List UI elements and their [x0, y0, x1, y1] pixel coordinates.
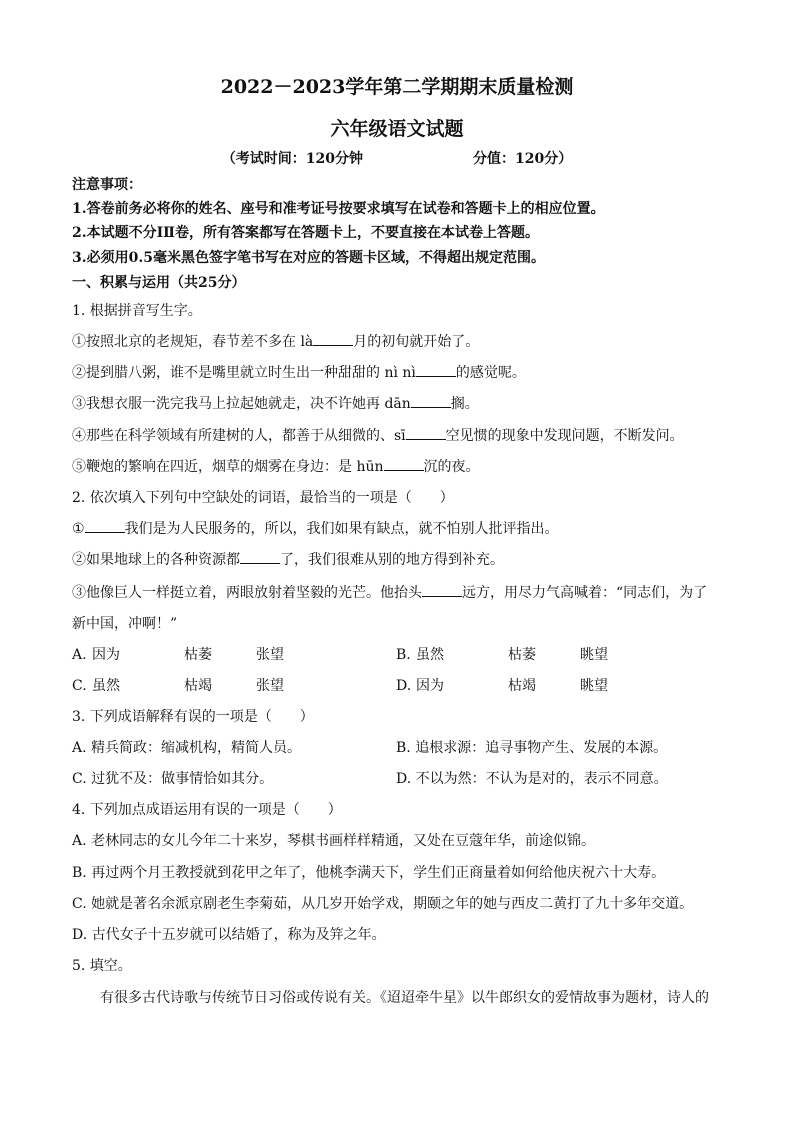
q1-item-2: ②提到腊八粥，谁不是嘴里就立时生出一种甜甜的 nì nì 的感觉呢。 — [72, 362, 526, 382]
answer-blank[interactable] — [411, 393, 451, 408]
q2-sentence-1: ① 我们是为人民服务的，所以，我们如果有缺点，就不怕别人批评指出。 — [72, 518, 559, 538]
q4-option-b[interactable]: B. 再过两个月王教授就到花甲之年了，他桃李满天下，学生们正商量着如何给他庆祝六十大寿。 — [72, 865, 666, 881]
q3-option-c[interactable]: C. 过犹不及：做事情恰如其分。 — [72, 771, 274, 787]
note-item-3: 3.必须用0.5毫米黑色签字笔书写在对应的答题卡区域，不得超出规定范围。 — [72, 250, 545, 266]
q1-item-5: ⑤鞭炮的繁响在四近，烟草的烟雾在身边：是 hūn 沉的夜。 — [72, 456, 480, 476]
answer-blank[interactable] — [313, 331, 353, 346]
q2-option-a[interactable]: A. 因为 枯萎 张望 — [72, 647, 284, 663]
q2-sentence-3-cont: 新中国，冲啊！” — [72, 616, 178, 632]
q1-item-1: ①按照北京的老规矩，春节差不多在 là 月的初旬就开始了。 — [72, 331, 479, 351]
exam-meta — [0, 148, 794, 168]
exam-score: 分值：120分） — [473, 151, 573, 167]
q5-stem: 5. 填空。 — [72, 958, 132, 974]
q2-option-c[interactable]: C. 虽然 枯竭 张望 — [72, 678, 284, 694]
q5-paragraph: 有很多古代诗歌与传统节日习俗或传说有关。《迢迢牵牛星》以牛郎织女的爱情故事为题材，诗人的 — [100, 990, 709, 1006]
q4-option-a[interactable]: A. 老林同志的女儿今年二十来岁，琴棋书画样样精通，又处在豆蔻年华，前途似锦。 — [72, 833, 596, 849]
q3-option-d[interactable]: D. 不以为然：不认为是对的，表示不同意。 — [396, 771, 668, 787]
note-item-1: 1.答卷前务必将你的姓名、座号和准考证号按要求填写在试卷和答题卡上的相应位置。 — [72, 201, 605, 217]
answer-blank[interactable] — [422, 582, 462, 597]
q2-sentence-3: ③他像巨人一样挺立着，两眼放射着坚毅的光芒。他抬头 远方，用尽力气高喊着：“同志们，为了 — [72, 582, 707, 602]
section-heading: 一、积累与运用（共25分） — [72, 275, 246, 291]
q4-stem: 4. 下列加点成语运用有误的一项是（ ） — [72, 802, 342, 818]
q4-option-c[interactable]: C. 她就是著名余派京剧老生李菊茹，从几岁开始学戏，期颐之年的她与西皮二黄打了九十多年交道。 — [72, 896, 694, 912]
q1-stem: 1. 根据拼音写生字。 — [72, 303, 202, 319]
exam-time: （考试时间：120分钟 — [221, 151, 363, 167]
q2-option-d[interactable]: D. 因为 枯竭 眺望 — [396, 678, 608, 694]
exam-title: 2022－2023学年第二学期期末质量检测 — [220, 76, 574, 98]
answer-blank[interactable] — [416, 362, 456, 377]
q2-stem: 2. 依次填入下列句中空缺处的词语，最恰当的一项是（ ） — [72, 490, 454, 506]
answer-blank[interactable] — [406, 425, 446, 440]
q1-item-3: ③我想衣服一洗完我马上拉起她就走，决不许她再 dān 搁。 — [72, 393, 479, 413]
q2-sentence-2: ②如果地球上的各种资源都 了，我们很难从别的地方得到补充。 — [72, 549, 504, 569]
q1-item-4: ④那些在科学领域有所建树的人，都善于从细微的、sī 空见惯的现象中发现问题，不断发问。 — [72, 425, 684, 445]
note-item-2: 2.本试题不分ⅠⅡ卷，所有答案都写在答题卡上，不要直接在本试卷上答题。 — [72, 225, 539, 241]
answer-blank[interactable] — [240, 549, 280, 564]
q3-stem: 3. 下列成语解释有误的一项是（ ） — [72, 709, 314, 725]
answer-blank[interactable] — [85, 518, 125, 533]
exam-subtitle: 六年级语文试题 — [330, 118, 464, 140]
notes-heading: 注意事项： — [72, 177, 142, 193]
q4-option-d[interactable]: D. 古代女子十五岁就可以结婚了，称为及笄之年。 — [72, 927, 386, 943]
q3-option-a[interactable]: A. 精兵简政：缩减机构，精简人员。 — [72, 740, 302, 756]
answer-blank[interactable] — [384, 456, 424, 471]
q3-option-b[interactable]: B. 追根求源：追寻事物产生、发展的本源。 — [396, 740, 668, 756]
q2-option-b[interactable]: B. 虽然 枯萎 眺望 — [396, 647, 608, 663]
